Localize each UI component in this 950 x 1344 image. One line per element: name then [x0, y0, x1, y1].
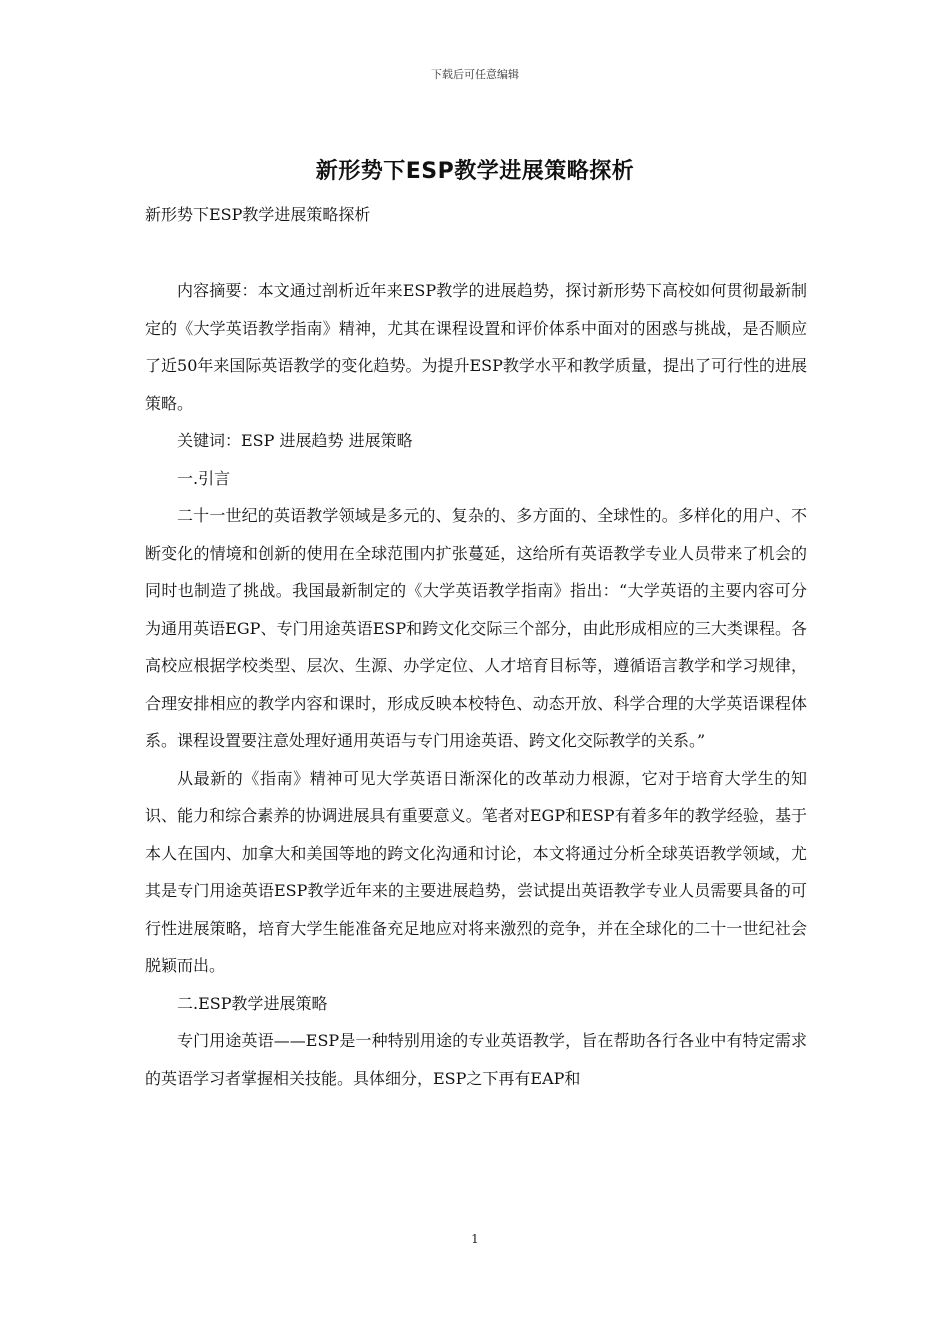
- keywords-paragraph: 关键词：ESP 进展趋势 进展策略: [177, 431, 413, 450]
- abstract-paragraph: 内容摘要：本文通过剖析近年来ESP教学的进展趋势，探讨新形势下高校如何贯彻最新制定的《大学英语教学指南》精神，尤其在课程设置和评价体系中面对的困惑与挑战，是否顺应了近50年来国际英语教学的变化趋势。为提升ESP教学水平和教学质量，提出了可行性的进展策略。: [145, 281, 807, 413]
- section-heading-introduction: 一.引言: [177, 468, 231, 488]
- page-number: 1: [471, 1232, 479, 1246]
- body-paragraph: 二十一世纪的英语教学领域是多元的、复杂的、多方面的、全球性的。多样化的用户、不断变化的情境和创新的使用在全球范围内扩张蔓延，这给所有英语教学专业人员带来了机会的同时也制造了挑战。我国最新制定的《大学英语教学指南》指出：“大学英语的主要内容可分为通用英语EGP、专门用途英语ESP和跨文化交际三个部分，由此形成相应的三大类课程。各高校应根据学校类型、层次、生源、办学定位、人才培育目标等，遵循语言教学和学习规律，合理安排相应的教学内容和课时，形成反映本校特色、动态开放、科学合理的大学英语课程体系。课程设置要注意处理好通用英语与专门用途英语、跨文化交际教学的关系。”: [145, 506, 807, 750]
- page-header-note: 下载后可任意编辑: [431, 68, 519, 81]
- section-heading-strategies: 二.ESP教学进展策略: [177, 993, 328, 1013]
- document-body: [145, 272, 807, 1097]
- body-paragraph: 从最新的《指南》精神可见大学英语日渐深化的改革动力根源，它对于培育大学生的知识、能力和综合素养的协调进展具有重要意义。笔者对EGP和ESP有着多年的教学经验，基于本人在国内、加拿大和美国等地的跨文化沟通和讨论，本文将通过分析全球英语教学领域，尤其是专门用途英语ESP教学近年来的主要进展趋势，尝试提出英语教学专业人员需要具备的可行性进展策略，培育大学生能准备充足地应对将来激烈的竞争，并在全球化的二十一世纪社会脱颖而出。: [145, 768, 807, 975]
- document-title: 新形势下ESP教学进展策略探析: [315, 159, 635, 184]
- document-subtitle: 新形势下ESP教学进展策略探析: [145, 205, 371, 224]
- body-paragraph: 专门用途英语——ESP是一种特别用途的专业英语教学，旨在帮助各行各业中有特定需求的英语学习者掌握相关技能。具体细分，ESP之下再有EAP和: [145, 1031, 807, 1088]
